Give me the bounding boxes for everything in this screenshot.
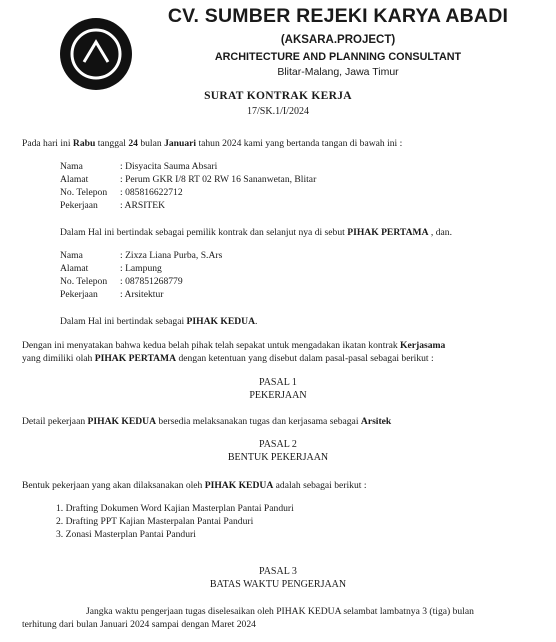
agreement-line1: Dengan ini menyatakan bahwa kedua belah pihak telah sepakat untuk mengadakan ikatan kontrak Kerjasama bbox=[22, 340, 446, 351]
party1-label: Nama bbox=[60, 161, 83, 172]
list-item: 1. Drafting Dokumen Word Kajian Masterplan Pantai Panduri bbox=[56, 503, 294, 514]
agreement-line2: yang dimiliki olah PIHAK PERTAMA dengan ketentuan yang disebut dalam pasal-pasal sebagai berikut : bbox=[22, 353, 434, 364]
party1-label: Pekerjaan bbox=[60, 200, 98, 211]
document-number: 17/SK.1/I/2024 bbox=[247, 106, 309, 117]
pasal3-subheading: BATAS WAKTU PENGERJAAN bbox=[209, 579, 347, 590]
list-item: 2. Drafting PPT Kajian Masterpalan Pantai Panduri bbox=[56, 516, 254, 527]
party2-value: : Lampung bbox=[120, 263, 162, 274]
party1-label: Alamat bbox=[60, 174, 89, 185]
party2-label: No. Telepon bbox=[60, 276, 108, 287]
pasal3-line1: Jangka waktu pengerjaan tugas diselesaikan oleh PIHAK KEDUA selambat lambatnya 3 (tiga) bulan bbox=[86, 606, 474, 617]
party2-value: : 087851268779 bbox=[120, 276, 183, 287]
party2-statement: Dalam Hal ini bertindak sebagai PIHAK KEDUA. bbox=[60, 316, 258, 327]
party1-value: : 085816622712 bbox=[120, 187, 183, 198]
party1-value: : ARSITEK bbox=[120, 200, 166, 211]
party1-label: No. Telepon bbox=[60, 187, 108, 198]
pasal1-text: Detail pekerjaan PIHAK KEDUA bersedia melaksanakan tugas dan kerjasama sebagai Arsitek bbox=[22, 416, 392, 427]
party1-value: : Perum GKR I/8 RT 02 RW 16 Sananwetan, Blitar bbox=[120, 174, 317, 185]
intro-day: Rabu bbox=[72, 138, 96, 149]
pasal1-subheading: PEKERJAAN bbox=[249, 390, 307, 401]
party2-label: Pekerjaan bbox=[60, 289, 98, 300]
pasal2-subheading: BENTUK PEKERJAAN bbox=[227, 452, 329, 463]
party1-statement: Dalam Hal ini bertindak sebagai pemilik kontrak dan selanjut nya di sebut PIHAK PERTAMA , dan. bbox=[60, 227, 452, 238]
intro-month: Januari bbox=[164, 138, 197, 149]
pasal3-line2: terhitung dari bulan Januari 2024 sampai dengan Maret 2024 bbox=[22, 619, 256, 630]
pasal2-text: Bentuk pekerjaan yang akan dilaksanakan oleh PIHAK KEDUA adalah sebagai berikut : bbox=[22, 480, 367, 491]
company-name: CV. SUMBER REJEKI KARYA ABADI bbox=[167, 5, 509, 27]
party1-value: : Disyacita Sauma Absari bbox=[120, 161, 218, 172]
pasal1-heading: PASAL 1 bbox=[259, 377, 297, 388]
company-location: Blitar-Malang, Jawa Timur bbox=[277, 66, 399, 78]
pasal3-heading: PASAL 3 bbox=[259, 566, 297, 577]
document-title: SURAT KONTRAK KERJA bbox=[204, 90, 352, 102]
party2-value: : Zixza Liana Purba, S.Ars bbox=[120, 250, 223, 261]
intro-date: 24 bbox=[128, 138, 138, 149]
party2-label: Nama bbox=[60, 250, 83, 261]
company-short-name: (AKSARA.PROJECT) bbox=[280, 34, 396, 46]
list-item: 3. Zonasi Masterplan Pantai Panduri bbox=[56, 529, 196, 540]
aksara-logo-icon bbox=[58, 16, 134, 92]
intro-line: Pada hari ini Rabu tanggal 24 bulan Januari tahun 2024 kami yang bertanda tangan di bawah ini : bbox=[22, 138, 403, 149]
company-tagline: ARCHITECTURE AND PLANNING CONSULTANT bbox=[214, 51, 462, 63]
party2-label: Alamat bbox=[60, 263, 89, 274]
pasal2-heading: PASAL 2 bbox=[259, 439, 297, 450]
party2-value: : Arsitektur bbox=[120, 289, 164, 300]
